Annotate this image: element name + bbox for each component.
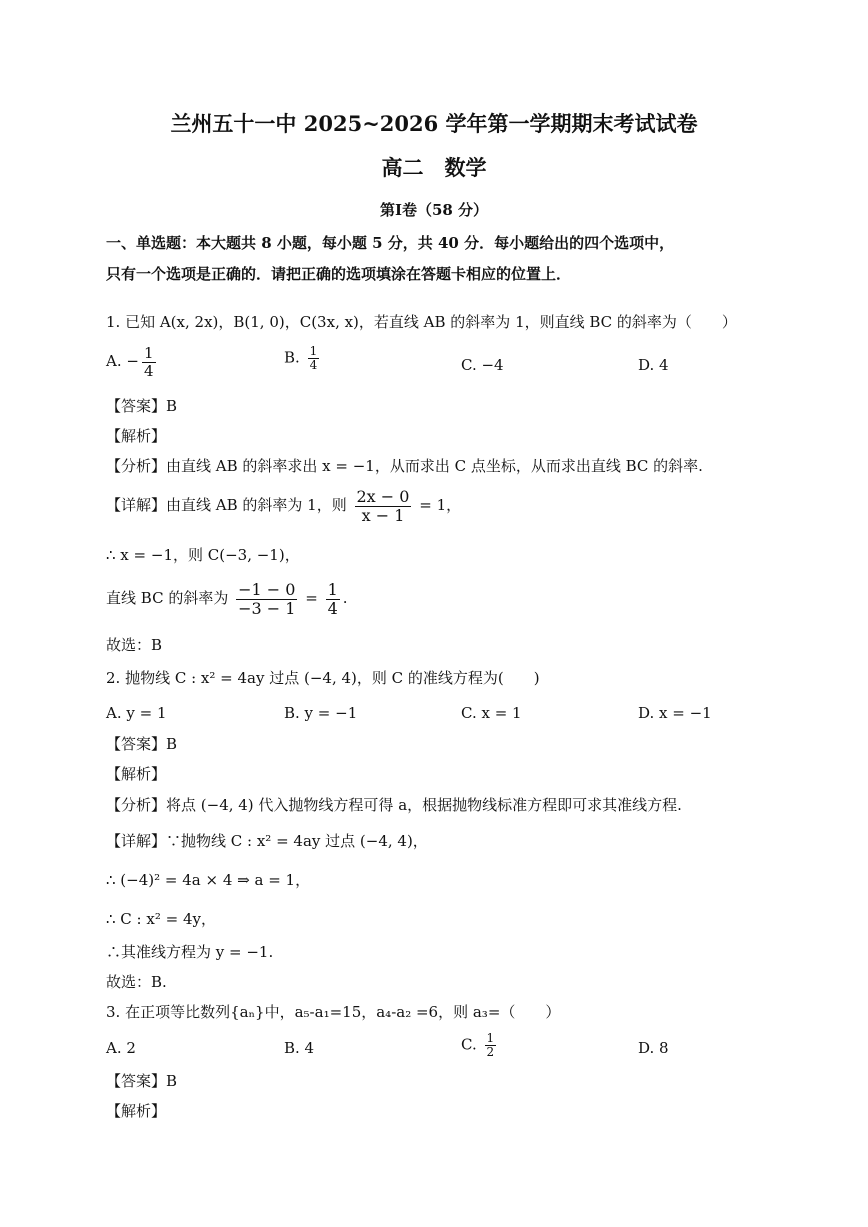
q1-analysis-title: 【解析】 xyxy=(106,427,167,445)
q1-detail-suffix: = 1， xyxy=(419,496,462,515)
q1-option-a-num: 1 xyxy=(143,344,154,362)
q2-fenxi: 【分析】将点 (−4, 4) 代入抛物线方程可得 a，根据抛物线标准方程即可求其准线方程. xyxy=(106,796,682,814)
q1-detail xyxy=(106,488,461,524)
q2-answer: 【答案】B xyxy=(106,735,178,753)
q1-fenxi: 【分析】由直线 AB 的斜率求出 x = −1，从而求出 C 点坐标，从而求出直线 BC 的斜率. xyxy=(106,457,703,475)
q1-detail-num: 2x − 0 xyxy=(356,487,410,506)
q3-option-d: D. 8 xyxy=(638,1039,669,1057)
q1-detail-den: x − 1 xyxy=(361,505,405,525)
q2-analysis-title: 【解析】 xyxy=(106,765,167,783)
q3-answer: 【答案】B xyxy=(106,1072,178,1090)
q3-option-c xyxy=(461,1032,499,1059)
q3-analysis-title: 【解析】 xyxy=(106,1102,167,1120)
q1-option-b xyxy=(284,345,322,372)
section-heading-line1: 一、单选题：本大题共 8 小题，每小题 5 分，共 40 分．每小题给出的四个选项中， xyxy=(106,234,675,252)
q1-step3-rden: 4 xyxy=(327,598,338,618)
q1-option-a-sign: − xyxy=(126,352,139,370)
q3-option-b: B. 4 xyxy=(284,1039,315,1057)
q2-step3: ∴ C : x² = 4y， xyxy=(106,910,216,928)
q2-option-a: A. y = 1 xyxy=(106,704,167,722)
q1-step3-num: −1 − 0 xyxy=(238,580,296,599)
q1-option-a-label: A. xyxy=(106,352,122,370)
q1-step3 xyxy=(106,581,348,617)
q2-option-d: D. x = −1 xyxy=(638,704,712,722)
exam-title: 兰州五十一中 2025~2026 学年第一学期期末考试试卷 xyxy=(170,111,698,136)
q3-stem: 3. 在正项等比数列{aₙ}中，a₅-a₁=15，a₄-a₂ =6，则 a₃=（ ） xyxy=(106,1003,561,1021)
part-heading: 第Ⅰ卷（58 分） xyxy=(379,201,489,219)
q1-stem: 1. 已知 A(x, 2x)，B(1, 0)，C(3x, x)，若直线 AB 的斜率为 1，则直线 BC 的斜率为（ ） xyxy=(106,313,737,331)
q2-option-c: C. x = 1 xyxy=(461,704,522,722)
q2-option-b: B. y = −1 xyxy=(284,704,358,722)
q1-option-a-den: 4 xyxy=(143,361,154,380)
q1-step2: ∴ x = −1，则 C(−3, −1)， xyxy=(106,546,300,564)
q1-choose: 故选：B xyxy=(106,636,163,654)
exam-subtitle: 高二 数学 xyxy=(381,155,487,180)
q3-option-a: A. 2 xyxy=(106,1039,136,1057)
q2-step4: ∴其准线方程为 y = −1. xyxy=(106,943,274,961)
q2-detail: 【详解】∵抛物线 C : x² = 4ay 过点 (−4, 4)， xyxy=(106,832,428,850)
q1-option-d: D. 4 xyxy=(638,356,669,374)
q1-option-b-num: 1 xyxy=(309,344,318,358)
q1-option-a xyxy=(106,345,159,379)
q1-answer: 【答案】B xyxy=(106,397,178,415)
q1-step3-den: −3 − 1 xyxy=(238,598,296,618)
q2-step2: ∴ (−4)² = 4a × 4 ⇒ a = 1， xyxy=(106,871,311,889)
q1-option-c: C. −4 xyxy=(461,356,504,374)
q3-option-c-num: 1 xyxy=(486,1031,495,1045)
q1-option-b-label: B. xyxy=(284,348,300,367)
q1-step3-prefix: 直线 BC 的斜率为 xyxy=(106,589,229,608)
q2-stem: 2. 抛物线 C : x² = 4ay 过点 (−4, 4)，则 C 的准线方程为( ) xyxy=(106,669,540,687)
q1-step3-eq: = xyxy=(305,589,318,608)
section-heading-line2: 只有一个选项是正确的．请把正确的选项填涂在答题卡相应的位置上． xyxy=(106,265,572,283)
q1-detail-prefix: 【详解】由直线 AB 的斜率为 1，则 xyxy=(106,496,347,515)
q3-option-c-label: C. xyxy=(461,1035,477,1054)
q1-step3-rnum: 1 xyxy=(327,580,338,599)
q2-choose: 故选：B. xyxy=(106,973,167,991)
q3-option-c-den: 2 xyxy=(486,1045,495,1060)
q1-step3-end: . xyxy=(342,589,348,608)
q1-option-b-den: 4 xyxy=(309,358,318,373)
